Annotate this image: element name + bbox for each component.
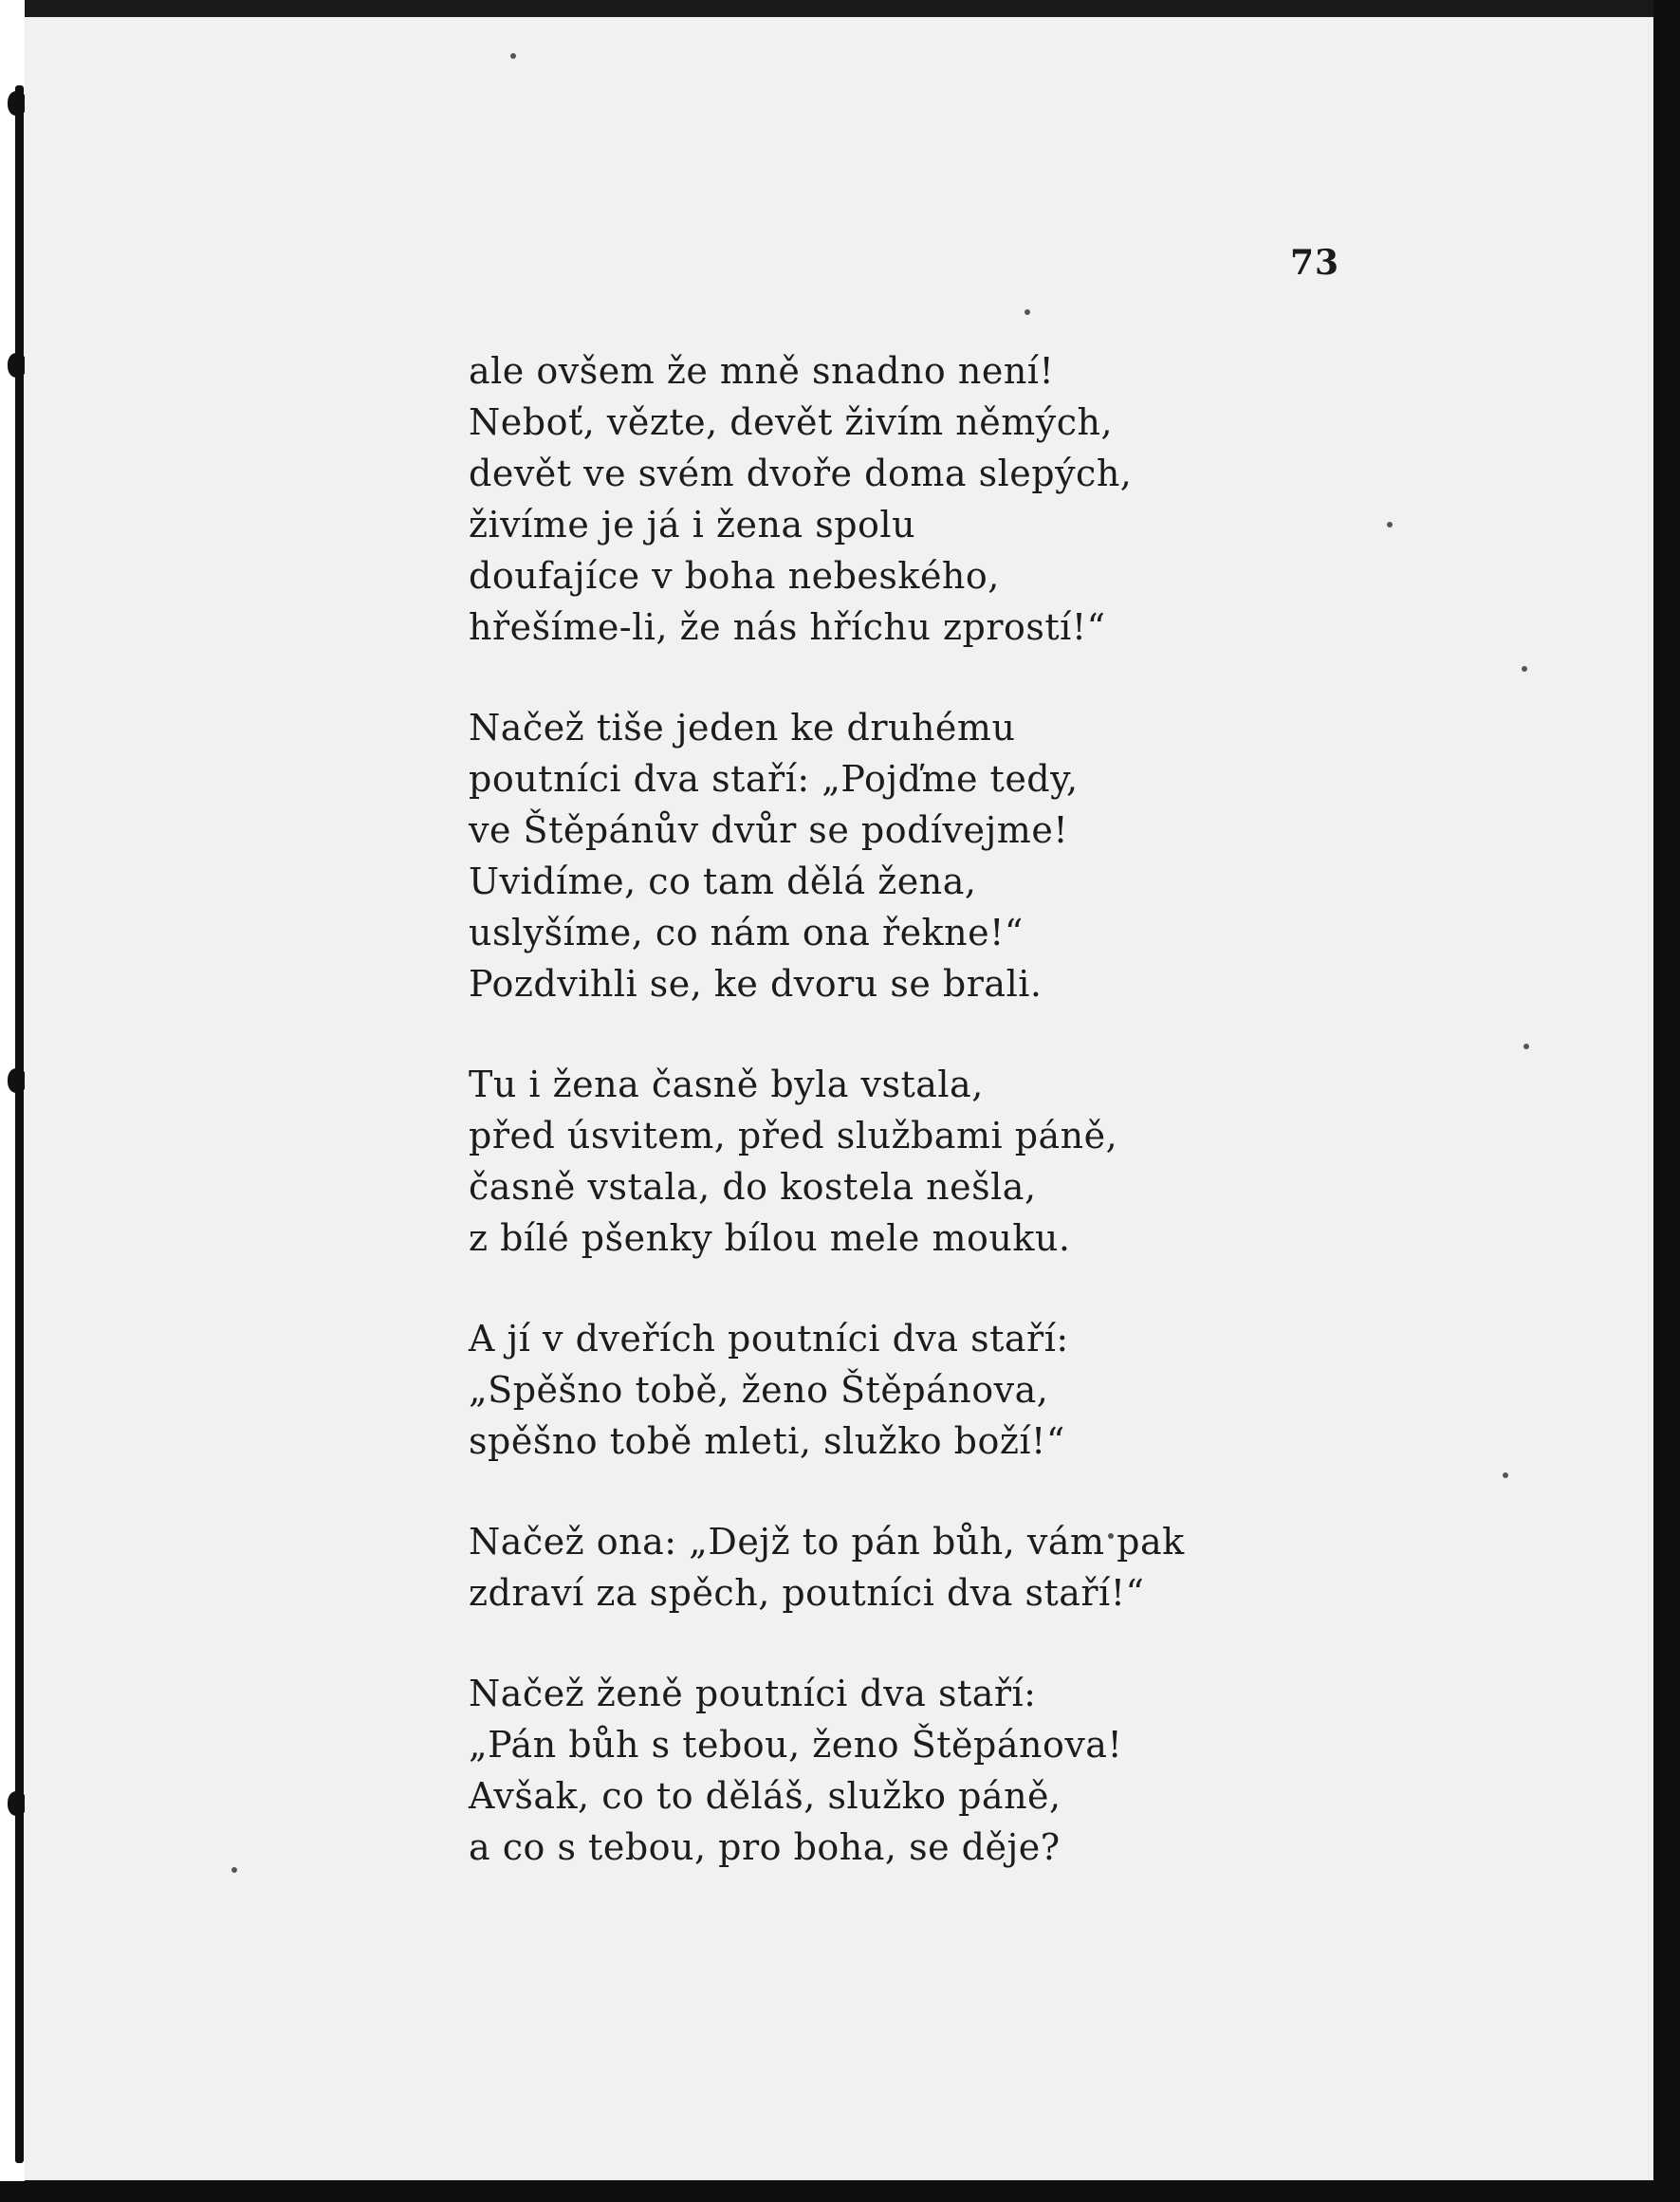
verse-line: spěšno tobě mleti, služko boží!“ bbox=[469, 1420, 1065, 1462]
scan-speck bbox=[1522, 666, 1527, 672]
verse-line: poutníci dva staří: „Pojďme tedy, bbox=[469, 758, 1079, 800]
verse-line: Tu i žena časně byla vstala, bbox=[469, 1064, 984, 1105]
verse-line: z bílé pšenky bílou mele mouku. bbox=[469, 1217, 1071, 1259]
verse-line: „Spěšno tobě, ženo Štěpánova, bbox=[469, 1369, 1049, 1411]
verse-line: hřešíme-li, že nás hříchu zprostí!“ bbox=[469, 606, 1106, 648]
verse-line: časně vstala, do kostela nešla, bbox=[469, 1166, 1037, 1208]
verse-line: živíme je já i žena spolu bbox=[469, 504, 916, 546]
stanza bbox=[469, 1516, 1417, 1619]
stanza bbox=[469, 702, 1417, 1009]
verse-line: Avšak, co to děláš, služko páně, bbox=[469, 1775, 1062, 1817]
page-binding-edge bbox=[0, 0, 25, 2202]
verse-line: Pozdvihli se, ke dvoru se brali. bbox=[469, 963, 1043, 1005]
binding-knot bbox=[8, 1791, 27, 1816]
verse-line: Neboť, vězte, devět živím němých, bbox=[469, 401, 1114, 443]
stanza bbox=[469, 345, 1417, 653]
verse-line: a co s tebou, pro boha, se děje? bbox=[469, 1826, 1061, 1868]
verse-line: ve Štěpánův dvůr se podívejme! bbox=[469, 809, 1069, 851]
verse-line: uslyšíme, co nám ona řekne!“ bbox=[469, 912, 1024, 953]
scan-speck bbox=[1523, 1044, 1529, 1049]
verse-line: devět ve svém dvoře doma slepých, bbox=[469, 453, 1133, 494]
scan-speck bbox=[1025, 309, 1030, 315]
scan-border-right bbox=[1653, 0, 1680, 2202]
scan-speck bbox=[510, 53, 516, 59]
scan-speck bbox=[231, 1867, 237, 1873]
verse-line: Načež ona: „Dejž to pán bůh, vám pak bbox=[469, 1521, 1185, 1563]
verse-line: ale ovšem že mně snadno není! bbox=[469, 350, 1055, 392]
binding-knot bbox=[8, 353, 27, 378]
scan-speck bbox=[1503, 1472, 1508, 1478]
verse-line: doufajíce v boha nebeského, bbox=[469, 555, 1000, 597]
scan-border-bottom bbox=[0, 2181, 1680, 2202]
verse-line: Uvidíme, co tam dělá žena, bbox=[469, 860, 977, 902]
binding-rail bbox=[15, 85, 24, 2163]
verse-line: Načež tiše jeden ke druhému bbox=[469, 707, 1016, 749]
poem-text bbox=[469, 345, 1417, 1922]
verse-line: A jí v dveřích poutníci dva staří: bbox=[469, 1318, 1069, 1360]
binding-knot bbox=[8, 1068, 27, 1093]
verse-line: zdraví za spěch, poutníci dva staří!“ bbox=[469, 1572, 1145, 1614]
verse-line: Načež ženě poutníci dva staří: bbox=[469, 1673, 1037, 1714]
verse-line: před úsvitem, před službami páně, bbox=[469, 1115, 1118, 1157]
verse-line: „Pán bůh s tebou, ženo Štěpánova! bbox=[469, 1724, 1123, 1766]
stanza bbox=[469, 1313, 1417, 1467]
stanza bbox=[469, 1059, 1417, 1264]
stanza bbox=[469, 1668, 1417, 1873]
binding-knot bbox=[8, 91, 27, 116]
page-number: 73 bbox=[1290, 243, 1340, 283]
